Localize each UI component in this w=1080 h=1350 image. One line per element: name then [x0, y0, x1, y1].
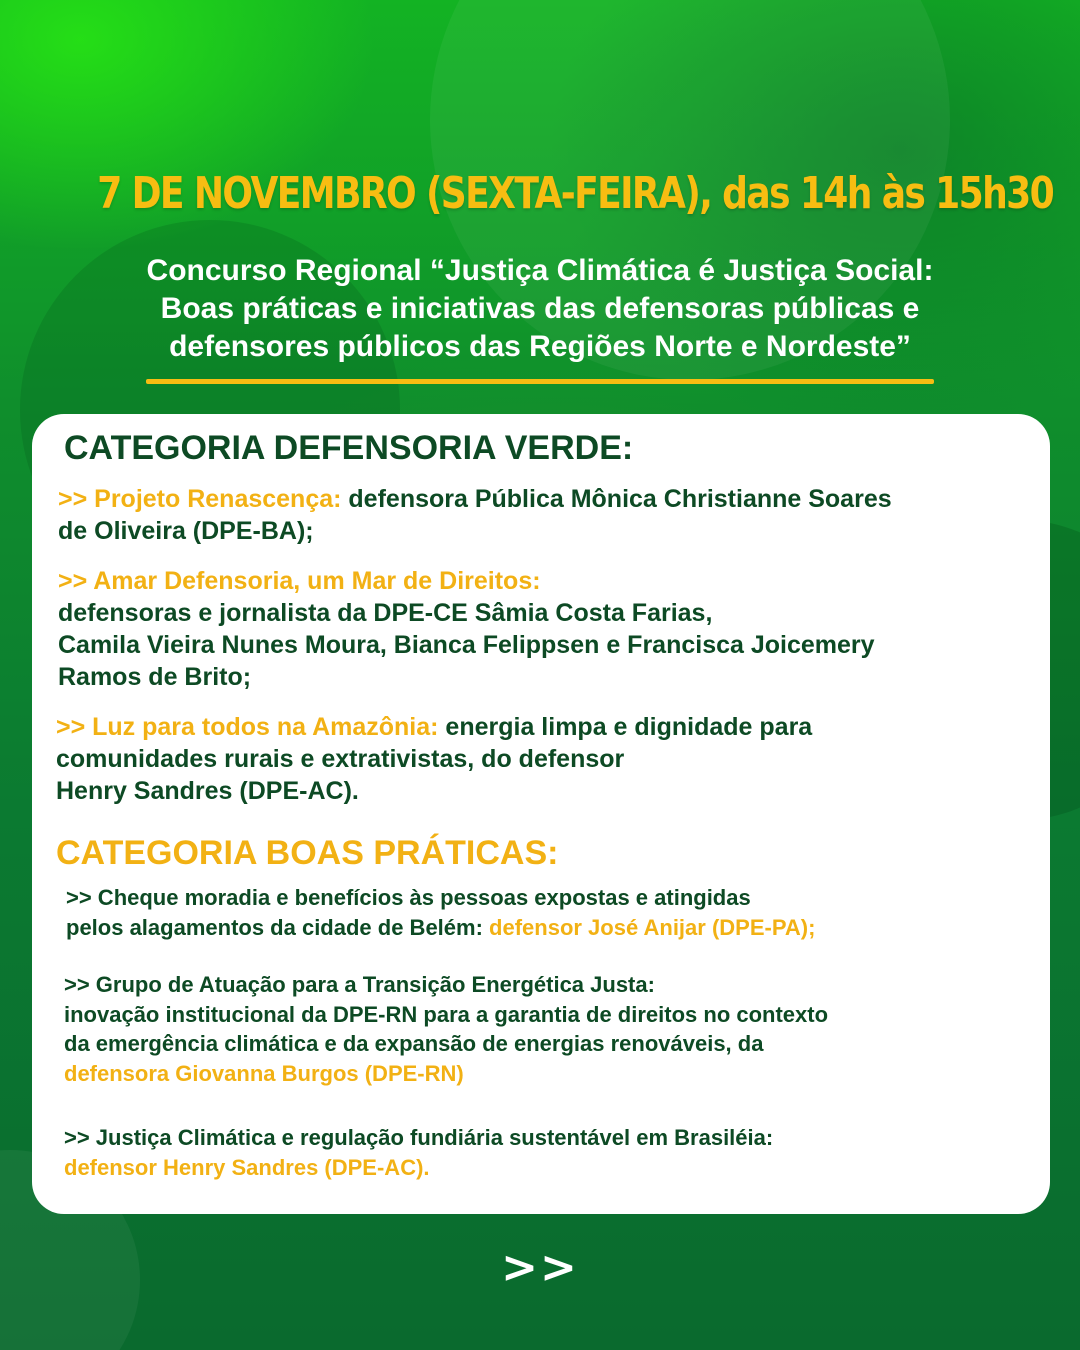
- entry-regulacao-fundiaria: [64, 1123, 773, 1182]
- entry-text: >> Grupo de Atuação para a Transição Energética Justa:: [64, 972, 655, 997]
- category-defensoria-verde-title: CATEGORIA DEFENSORIA VERDE:: [64, 429, 634, 467]
- entry-text: defensoras e jornalista da DPE-CE Sâmia Costa Farias,: [58, 599, 713, 627]
- entry-text: comunidades rurais e extrativistas, do defensor: [56, 745, 625, 773]
- entry-highlight: defensor José Anijar (DPE-PA);: [482, 914, 816, 940]
- content-card: [32, 414, 1050, 1214]
- entry-transicao-energetica: [64, 970, 828, 1088]
- subtitle-line: defensores públicos das Regiões Norte e Nordeste”: [169, 330, 911, 363]
- entry-text: inovação institucional da DPE-RN para a garantia de direitos no contexto: [64, 1001, 829, 1027]
- event-subtitle: [40, 252, 1040, 366]
- entry-text: Camila Vieira Nunes Moura, Bianca Felippsen e Francisca Joicemery: [58, 631, 875, 659]
- entry-text: defensora Pública Mônica Christianne Soares: [341, 485, 892, 513]
- subtitle-line: Concurso Regional “Justiça Climática é Justiça Social:: [146, 254, 934, 287]
- entry-text: >> Justiça Climática e regulação fundiária sustentável em Brasiléia:: [64, 1125, 774, 1150]
- entry-amar-defensoria: [58, 565, 875, 693]
- entry-text: >> Cheque moradia e benefícios às pessoas expostas e atingidas: [66, 885, 751, 910]
- entry-highlight: defensora Giovanna Burgos (DPE-RN): [64, 1060, 464, 1086]
- next-slide-arrows[interactable]: >>: [501, 1242, 579, 1293]
- entry-cheque-moradia: [66, 883, 815, 942]
- entry-highlight: >> Luz para todos na Amazônia:: [56, 713, 439, 741]
- subtitle-line: Boas práticas e iniciativas das defensoras públicas e: [160, 292, 920, 325]
- entry-text: energia limpa e dignidade para: [438, 713, 813, 741]
- entry-highlight: >> Amar Defensoria, um Mar de Direitos:: [58, 567, 541, 595]
- entry-luz-para-todos: [56, 711, 812, 807]
- entry-projeto-renascenca: [58, 483, 892, 547]
- entry-text: de Oliveira (DPE-BA);: [58, 517, 314, 545]
- entry-text: Henry Sandres (DPE-AC).: [56, 777, 359, 805]
- entry-text: da emergência climática e da expansão de energias renováveis, da: [64, 1031, 764, 1056]
- entry-highlight: defensor Henry Sandres (DPE-AC).: [64, 1154, 430, 1180]
- category-boas-praticas-title: CATEGORIA BOAS PRÁTICAS:: [56, 834, 559, 872]
- title-divider: [146, 379, 934, 384]
- event-date-title: 7 DE NOVEMBRO (SEXTA-FEIRA), das 14h às 15h30: [97, 168, 1054, 219]
- entry-highlight: >> Projeto Renascença:: [58, 485, 342, 513]
- entry-text: Ramos de Brito;: [58, 663, 252, 691]
- entry-text: pelos alagamentos da cidade de Belém:: [66, 914, 483, 940]
